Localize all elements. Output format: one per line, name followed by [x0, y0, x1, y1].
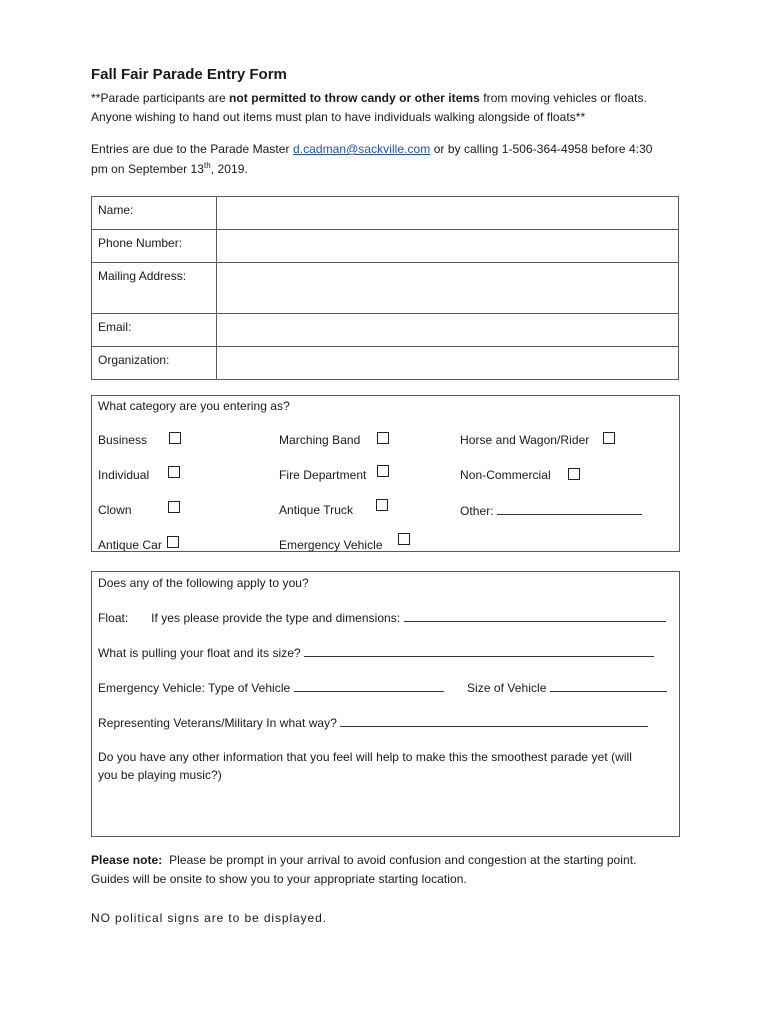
pulling-field[interactable] [304, 645, 654, 657]
option-horse-wagon-label: Horse and Wagon/Rider [460, 433, 590, 447]
other-info-line-2: you be playing music?) [98, 768, 222, 782]
address-label: Mailing Address: [92, 263, 217, 314]
ev-type-row [98, 680, 444, 695]
option-antique-truck-label: Antique Truck [279, 503, 354, 517]
note-label: Please note: [91, 853, 163, 867]
option-emergency-vehicle-label: Emergency Vehicle [279, 538, 383, 552]
veterans-field[interactable] [340, 715, 648, 727]
ev-size-field[interactable] [550, 680, 667, 692]
option-fire-department-checkbox[interactable] [377, 465, 389, 477]
phone-field[interactable] [217, 230, 679, 263]
note-line-1: Please note: Please be prompt in your arrival to avoid confusion and congestion at the starting point. [91, 853, 637, 867]
option-non-commercial-label: Non-Commercial [460, 468, 551, 482]
option-non-commercial-checkbox[interactable] [568, 468, 580, 480]
entries-line-1: Entries are due to the Parade Master d.cadman@sackville.com or by calling 1-506-364-4958 before 4:30 [91, 142, 653, 156]
parade-master-email-link[interactable]: d.cadman@sackville.com [292, 142, 431, 156]
intro-line-1: **Parade participants are not permitted to throw candy or other items from moving vehicles or floats. [91, 91, 647, 105]
option-antique-car-checkbox[interactable] [167, 536, 179, 548]
email-field[interactable] [217, 314, 679, 347]
option-antique-truck-checkbox[interactable] [376, 499, 388, 511]
option-other-label: Other: [460, 503, 642, 518]
option-business-checkbox[interactable] [169, 432, 181, 444]
float-label: Float: [98, 611, 129, 625]
option-other-field[interactable] [497, 503, 642, 515]
organization-label: Organization: [92, 347, 217, 380]
name-label: Name: [92, 197, 217, 230]
email-row [92, 314, 679, 347]
ev-size-row [467, 680, 667, 695]
option-horse-wagon-checkbox[interactable] [603, 432, 615, 444]
phone-label: Phone Number: [92, 230, 217, 263]
contact-info-table [91, 196, 679, 380]
option-antique-car-label: Antique Car [98, 538, 162, 552]
note-line-2: Guides will be onsite to show you to your appropriate starting location. [91, 872, 467, 886]
form-title: Fall Fair Parade Entry Form [91, 66, 287, 83]
option-clown-label: Clown [98, 503, 132, 517]
ev-size-label: Size of Vehicle [467, 681, 547, 695]
float-dimensions-field[interactable] [404, 610, 666, 622]
other-info-line-1: Do you have any other information that you feel will help to make this the smoothest parade yet (will [98, 750, 632, 764]
veterans-row [98, 715, 648, 730]
email-label: Email: [92, 314, 217, 347]
entries-line-2: pm on September 13th, 2019. [91, 161, 248, 176]
option-marching-band-label: Marching Band [279, 433, 361, 447]
pulling-row [98, 645, 654, 660]
category-question: What category are you entering as? [98, 399, 290, 413]
option-individual-label: Individual [98, 468, 150, 482]
address-row [92, 263, 679, 314]
other-info-field[interactable] [98, 786, 673, 830]
name-row [92, 197, 679, 230]
option-clown-checkbox[interactable] [168, 501, 180, 513]
float-prompt: If yes please provide the type and dimensions: [151, 611, 401, 625]
option-marching-band-checkbox[interactable] [377, 432, 389, 444]
political-signs-notice: NO political signs are to be displayed. [91, 911, 327, 925]
intro-line-2: Anyone wishing to hand out items must plan to have individuals walking alongside of floats** [91, 110, 586, 124]
option-emergency-vehicle-checkbox[interactable] [398, 533, 410, 545]
pulling-label: What is pulling your float and its size? [98, 646, 301, 660]
phone-row [92, 230, 679, 263]
option-fire-department-label: Fire Department [279, 468, 367, 482]
organization-row [92, 347, 679, 380]
intro-bold-warning: not permitted to throw candy or other items [229, 91, 480, 105]
option-individual-checkbox[interactable] [168, 466, 180, 478]
address-field[interactable] [217, 263, 679, 314]
option-business-label: Business [98, 433, 148, 447]
ev-type-field[interactable] [294, 680, 444, 692]
name-field[interactable] [217, 197, 679, 230]
organization-field[interactable] [217, 347, 679, 380]
ev-type-label: Emergency Vehicle: Type of Vehicle [98, 681, 291, 695]
float-row [98, 610, 666, 625]
apply-question: Does any of the following apply to you? [98, 576, 309, 590]
veterans-label: Representing Veterans/Military In what way? [98, 716, 337, 730]
